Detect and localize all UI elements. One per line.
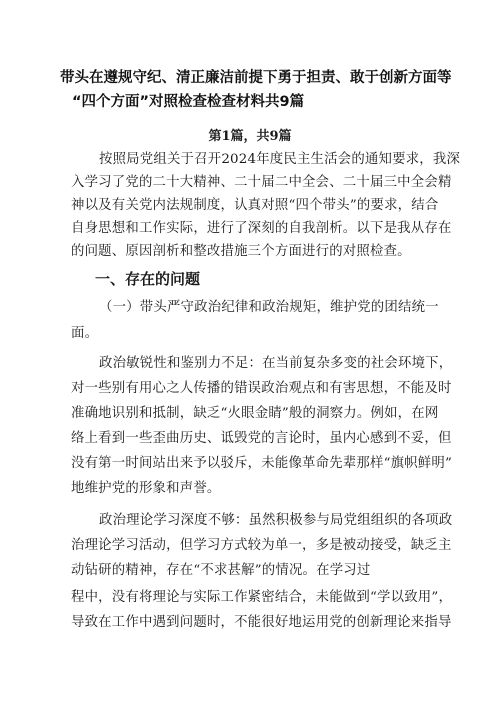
paragraph-line: 准确地识别和抵制，缺乏“火眼金睛”般的洞察力。例如，在网 bbox=[71, 406, 439, 421]
section-heading: 一、存在的问题 bbox=[95, 270, 201, 288]
document-title-line1: 带头在遵规守纪、清正廉洁前提下勇于担责、敢于创新方面等 bbox=[60, 70, 452, 86]
paragraph-line: 治理论学习活动，但学习方式较为单一，多是被动接受，缺乏主 bbox=[71, 538, 452, 553]
paragraph-line: 程中，没有将理论与实际工作紧密结合，未能做到“学以致用”， bbox=[71, 590, 453, 605]
paragraph-line: 动钻研的精神，存在“不求甚解”的情况。在学习过 bbox=[71, 563, 371, 578]
paragraph-line: 政治理论学习深度不够：虽然积极参与局党组组织的各项政 bbox=[99, 513, 453, 528]
intro-line: 的问题、原因剖析和整改措施三个方面进行的对照检查。 bbox=[71, 244, 411, 259]
intro-line: 按照局党组关于召开2024年度民主生活会的通知要求，我深 bbox=[99, 152, 461, 167]
paragraph-line: 政治敏锐性和鉴别力不足：在当前复杂多变的社会环境下， bbox=[99, 356, 453, 371]
subsection-line: 面。 bbox=[71, 326, 99, 341]
subsection-line: （一）带头严守政治纪律和政治规矩，维护党的团结统一 bbox=[99, 300, 439, 315]
paragraph-line: 导致在工作中遇到问题时，不能很好地运用党的创新理论来指导 bbox=[71, 615, 452, 630]
paragraph-line: 对一些别有用心之人传播的错误政治观点和有害思想，不能及时 bbox=[71, 381, 452, 396]
intro-line: 神以及有关党内法规制度，认真对照“四个带头”的要求，结合 bbox=[71, 198, 439, 213]
intro-line: 入学习了党的二十大精神、二十届二中全会、二十届三中全会精 bbox=[71, 175, 452, 190]
document-title-line2: “四个方面”对照检查检查材料共9篇 bbox=[72, 94, 305, 110]
intro-line: 自身思想和工作实际，进行了深刻的自我剖析。以下是我从存在 bbox=[71, 221, 452, 236]
paragraph-line: 没有第一时间站出来予以驳斥，未能像革命先辈那样“旗帜鲜明” bbox=[71, 456, 453, 471]
document-subtitle: 第1篇，共9篇 bbox=[208, 129, 292, 144]
paragraph-line: 络上看到一些歪曲历史、诋毁党的言论时，虽内心感到不妥，但 bbox=[71, 431, 452, 446]
paragraph-line: 地维护党的形象和声誉。 bbox=[71, 481, 221, 496]
